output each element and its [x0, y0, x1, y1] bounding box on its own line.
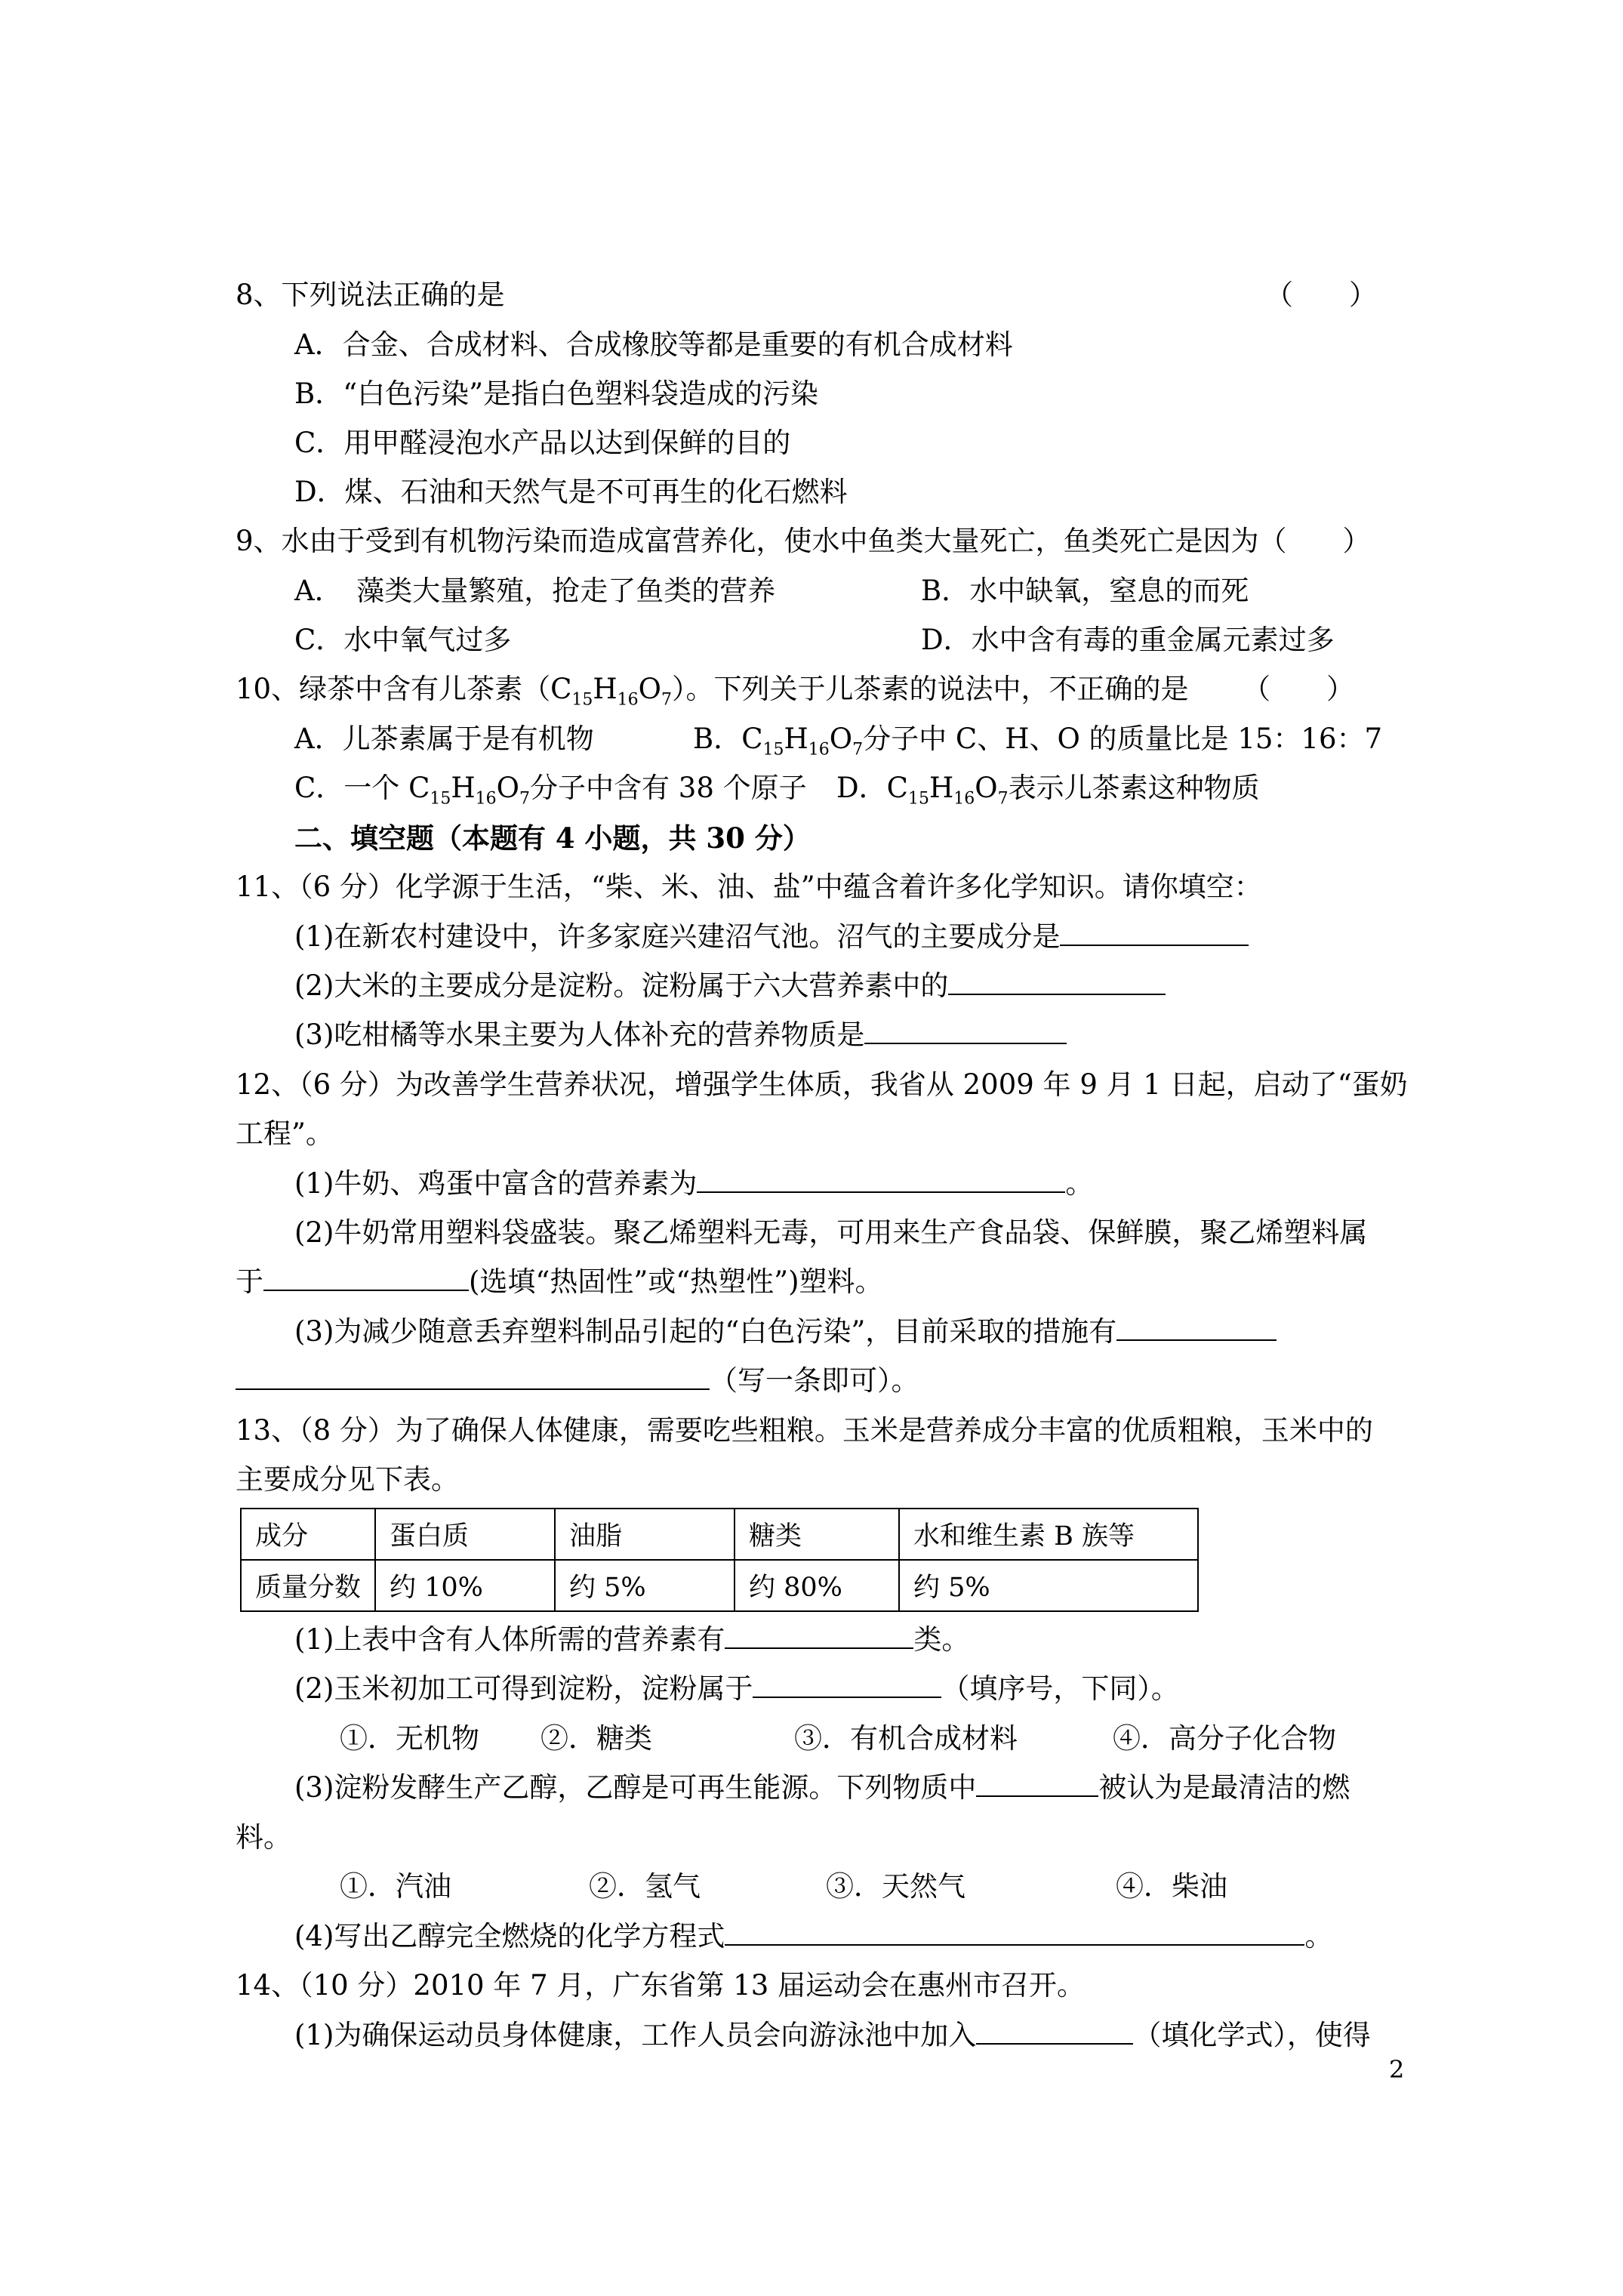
answer-blank[interactable]	[864, 1017, 1067, 1044]
q13-part-3-option-2: ②．氢气	[589, 1870, 701, 1903]
q12-stem-line-2: 工程”。	[236, 1117, 334, 1150]
answer-blank[interactable]	[263, 1264, 469, 1291]
q13-part-4: (4)写出乙醇完全燃烧的化学方程式 。	[294, 1920, 1333, 1952]
q13-part-3-line-1: (3)淀粉发酵生产乙醇，乙醇是可再生能源。下列物质中 被认为是最清洁的燃	[294, 1771, 1350, 1804]
q14-part-1: (1)为确保运动员身体健康，工作人员会向游泳池中加入 （填化学式），使得	[294, 2019, 1371, 2051]
table-cell: 约 80%	[735, 1560, 899, 1611]
section-heading: 二、填空题（本题有 4 小题，共 30 分）	[294, 821, 811, 855]
q10-stem: 10、绿茶中含有儿茶素$(C_{15}H_{16}O_7)$。下列关于儿茶素的说法中，不正确的是	[236, 673, 1189, 710]
table-cell: 约 5%	[899, 1560, 1198, 1611]
q10-option-b: B．$C_{15}H_{16}O_7$分子中 C、H、O 的质量比是 15：16：7	[693, 723, 1383, 760]
q11-part-1: (1)在新农村建设中，许多家庭兴建沼气池。沼气的主要成分是	[294, 918, 1249, 956]
q13-part-3-option-3: ③．天然气	[826, 1870, 965, 1903]
q8-option-c: C．用甲醛浸泡水产品以达到保鲜的目的	[294, 427, 791, 459]
q13-stem-line-1: 13、（8 分）为了确保人体健康，需要吃些粗粮。玉米是营养成分丰富的优质粗粮，玉米中的	[236, 1414, 1373, 1447]
q9-option-d: D．水中含有毒的重金属元素过多	[921, 624, 1335, 656]
q13-stem-line-2: 主要成分见下表。	[236, 1463, 459, 1496]
q10-option-c: C．一个 $C_{15}H_{16}O_7$分子中含有 38 个原子	[294, 772, 807, 809]
table-cell: 约 10%	[375, 1560, 555, 1611]
q8-answer-bracket: （ ）	[1265, 279, 1377, 311]
table-cell: 水和维生素 B 族等	[899, 1509, 1198, 1560]
answer-blank[interactable]	[725, 1918, 1304, 1946]
q10-answer-bracket: （ ）	[1243, 673, 1354, 705]
q11-part-2: (2)大米的主要成分是淀粉。淀粉属于六大营养素中的	[294, 967, 1166, 1005]
q13-part-2-option-3: ③．有机合成材料	[794, 1722, 1018, 1755]
q9-option-a: A． 藻类大量繁殖，抢走了鱼类的营养	[294, 575, 776, 607]
answer-blank[interactable]	[725, 1622, 913, 1649]
q13-part-3-option-4: ④．柴油	[1116, 1870, 1227, 1903]
q13-part-3-option-1: ①．汽油	[340, 1870, 451, 1903]
answer-blank[interactable]	[236, 1363, 710, 1390]
q13-part-2: (2)玉米初加工可得到淀粉，淀粉属于 （填序号，下同）。	[294, 1672, 1179, 1705]
q8-option-a: A．合金、合成材料、合成橡胶等都是重要的有机合成材料	[294, 328, 1013, 361]
q14-stem: 14、（10 分）2010 年 7 月，广东省第 13 届运动会在惠州市召开。	[236, 1969, 1086, 2002]
q12-part-1: (1)牛奶、鸡蛋中富含的营养素为 。	[294, 1167, 1094, 1200]
q9-option-c: C．水中氧气过多	[294, 624, 512, 656]
table-cell: 质量分数	[241, 1560, 375, 1611]
q12-part-2-line-2: 于 (选填“热固性”或“热塑性”)塑料。	[236, 1265, 883, 1298]
q13-part-3-line-2: 料。	[236, 1821, 291, 1854]
page-number: 2	[1389, 2055, 1405, 2084]
q8-stem: 8、下列说法正确的是	[236, 279, 505, 311]
answer-blank[interactable]	[753, 1671, 941, 1698]
q8-option-d: D．煤、石油和天然气是不可再生的化石燃料	[294, 476, 848, 508]
answer-blank[interactable]	[1116, 1314, 1277, 1341]
q13-part-2-option-1: ①．无机物	[340, 1722, 479, 1755]
answer-blank[interactable]	[697, 1166, 1065, 1193]
q12-stem-line-1: 12、（6 分）为改善学生营养状况，增强学生体质，我省从 2009 年 9 月 1 日起，启动了“蛋奶	[236, 1068, 1408, 1101]
q11-stem: 11、（6 分）化学源于生活，“柴、米、油、盐”中蕴含着许多化学知识。请你填空：	[236, 871, 1262, 903]
q9-stem: 9、水由于受到有机物污染而造成富营养化，使水中鱼类大量死亡，鱼类死亡是因为（ ）	[236, 525, 1371, 557]
answer-blank[interactable]	[976, 2017, 1133, 2045]
table-cell: 油脂	[555, 1509, 735, 1560]
table-row	[241, 1509, 1198, 1560]
q13-part-2-option-2: ②．糖类	[540, 1722, 652, 1755]
q12-part-3-line-2: （写一条即可）。	[236, 1362, 919, 1400]
table-cell: 糖类	[735, 1509, 899, 1560]
table-cell: 蛋白质	[375, 1509, 555, 1560]
answer-blank[interactable]	[976, 1770, 1098, 1797]
q12-part-2-line-1: (2)牛奶常用塑料袋盛装。聚乙烯塑料无毒，可用来生产食品袋、保鲜膜，聚乙烯塑料属	[294, 1216, 1368, 1249]
q8-option-b: B．“白色污染”是指白色塑料袋造成的污染	[294, 378, 819, 410]
q13-part-2-option-4: ④．高分子化合物	[1113, 1722, 1336, 1755]
q12-part-3-line-1: (3)为减少随意丢弃塑料制品引起的“白色污染”，目前采取的措施有	[294, 1313, 1277, 1351]
q9-option-b: B．水中缺氧，窒息的而死	[921, 575, 1249, 607]
answer-blank[interactable]	[1060, 919, 1249, 946]
q11-part-3: (3)吃柑橘等水果主要为人体补充的营养物质是	[294, 1016, 1067, 1054]
table-cell: 约 5%	[555, 1560, 735, 1611]
q10-option-d: D．$C_{15}H_{16}O_7$表示儿茶素这种物质	[836, 772, 1260, 809]
table-cell: 成分	[241, 1509, 375, 1560]
q13-part-1: (1)上表中含有人体所需的营养素有 类。	[294, 1623, 970, 1656]
q10-option-a: A．儿茶素属于是有机物	[294, 723, 594, 755]
answer-blank[interactable]	[948, 968, 1166, 995]
corn-composition-table	[240, 1508, 1199, 1612]
table-row	[241, 1560, 1198, 1611]
